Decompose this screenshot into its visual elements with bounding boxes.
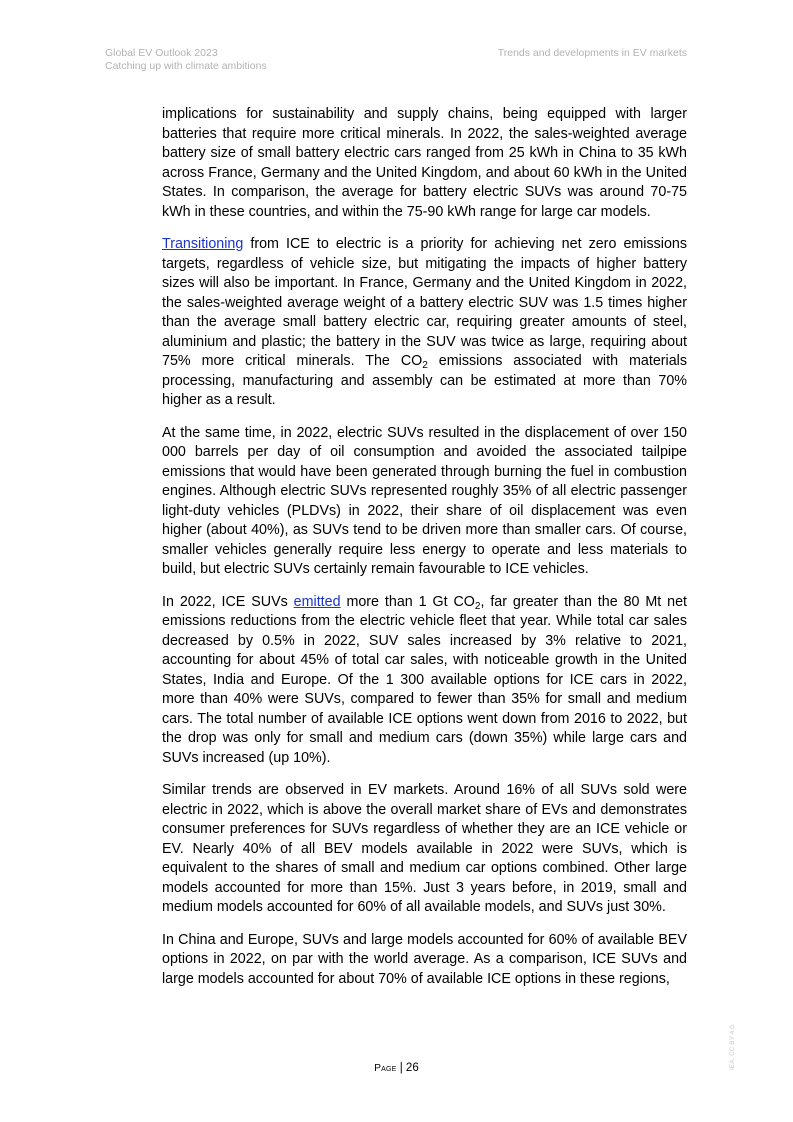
paragraph-2-text-a: from ICE to electric is a priority for achieving net zero emissions targets, regardless of vehicle size, but mitigating the impacts of higher battery sizes will also be important. In France, Germany and the United Kingdom in 2022, the sales-weighted average weight of a battery electric SUV was 1.5 times higher than the average small battery electric car, requiring greater amounts of steel, aluminium and plastic; the battery in the SUV was twice as large, requiring about 75% more critical minerals. The CO [162, 236, 687, 369]
paragraph-4 [162, 593, 687, 769]
paragraph-6: In China and Europe, SUVs and large models accounted for 60% of available BEV options in 2022, on par with the world average. As a comparison, ICE SUVs and large models accounted for about 70% of available ICE options in these regions, [162, 931, 687, 987]
co2-subscript: 2 [474, 600, 481, 612]
report-title: Global EV Outlook 2023 [105, 47, 218, 59]
body-text [162, 105, 687, 1002]
paragraph-5: Similar trends are observed in EV markets. Around 16% of all SUVs sold were electric in 2022, which is above the overall market share of EVs and demonstrates consumer preferences for SUVs regardless of whether they are an ICE vehicle or EV. Nearly 40% of all BEV models available in 2022 were SUVs, which is equivalent to the shares of small and medium car options combined. Other large models accounted for more than 15%. Just 3 years before, in 2019, small and medium models accounted for 60% of all available models, and SUVs just 30%. [162, 782, 687, 915]
paragraph-4-text-a: In 2022, ICE SUVs [162, 593, 294, 610]
paragraph-4-text-c: , far greater than the 80 Mt net emissions reductions from the electric vehicle fleet that year. While total car sales decreased by 0.5% in 2022, SUV sales increased by 3% relative to 2021, accounting for about 45% of total car sales, with noticeable growth in the United States, India and Europe. Of the 1 300 available options for ICE cars in 2022, more than 40% were SUVs, compared to fewer than 35% for small and medium cars. The total number of available ICE options went down from 2016 to 2022, but the drop was only for small and medium cars (down 35%) while large cars and SUVs increased (up 10%). [162, 593, 688, 766]
report-subtitle: Catching up with climate ambitions [105, 60, 267, 72]
transitioning-link[interactable]: Transitioning [162, 236, 244, 252]
co2-subscript: 2 [422, 360, 428, 371]
page-number: 26 [405, 1062, 419, 1074]
license-notice: IEA. CC BY 4.0. [729, 1023, 736, 1070]
page-footer [0, 1062, 793, 1074]
running-header-left [105, 47, 267, 73]
paragraph-2 [162, 235, 687, 411]
paragraph-2-text-b: emissions associated with materials processing, manufacturing and assembly can be estimated at more than 70% higher as a result. [162, 353, 687, 408]
page-label: Page [374, 1063, 397, 1074]
paragraph-3: At the same time, in 2022, electric SUVs resulted in the displacement of over 150 000 barrels per day of oil consumption and avoided the associated tailpipe emissions that would have been generated through burning the fuel in combustion engines. Although electric SUVs represented roughly 35% of all electric passenger light-duty vehicles (PLDVs) in 2022, their share of oil displacement was even higher (about 40%), as SUVs tend to be driven more than smaller cars. Of course, smaller vehicles generally require less energy to operate and less materials to build, but electric SUVs certainly remain favourable to ICE vehicles. [162, 424, 687, 577]
paragraph-4-text-b: more than 1 Gt CO [340, 593, 475, 610]
emitted-link[interactable]: emitted [293, 593, 341, 610]
paragraph-1: implications for sustainability and supply chains, being equipped with larger batteries that require more critical minerals. In 2022, the sales-weighted average battery size of small battery electric cars ranged from 25 kWh in China to 35 kWh across France, Germany and the United Kingdom, and about 60 kWh in the United States. In comparison, the average for battery electric SUVs was around 70-75 kWh in these countries, and within the 75-90 kWh range for large car models. [162, 106, 687, 220]
page-separator: | [396, 1062, 406, 1074]
running-header-right: Trends and developments in EV markets [497, 47, 687, 59]
